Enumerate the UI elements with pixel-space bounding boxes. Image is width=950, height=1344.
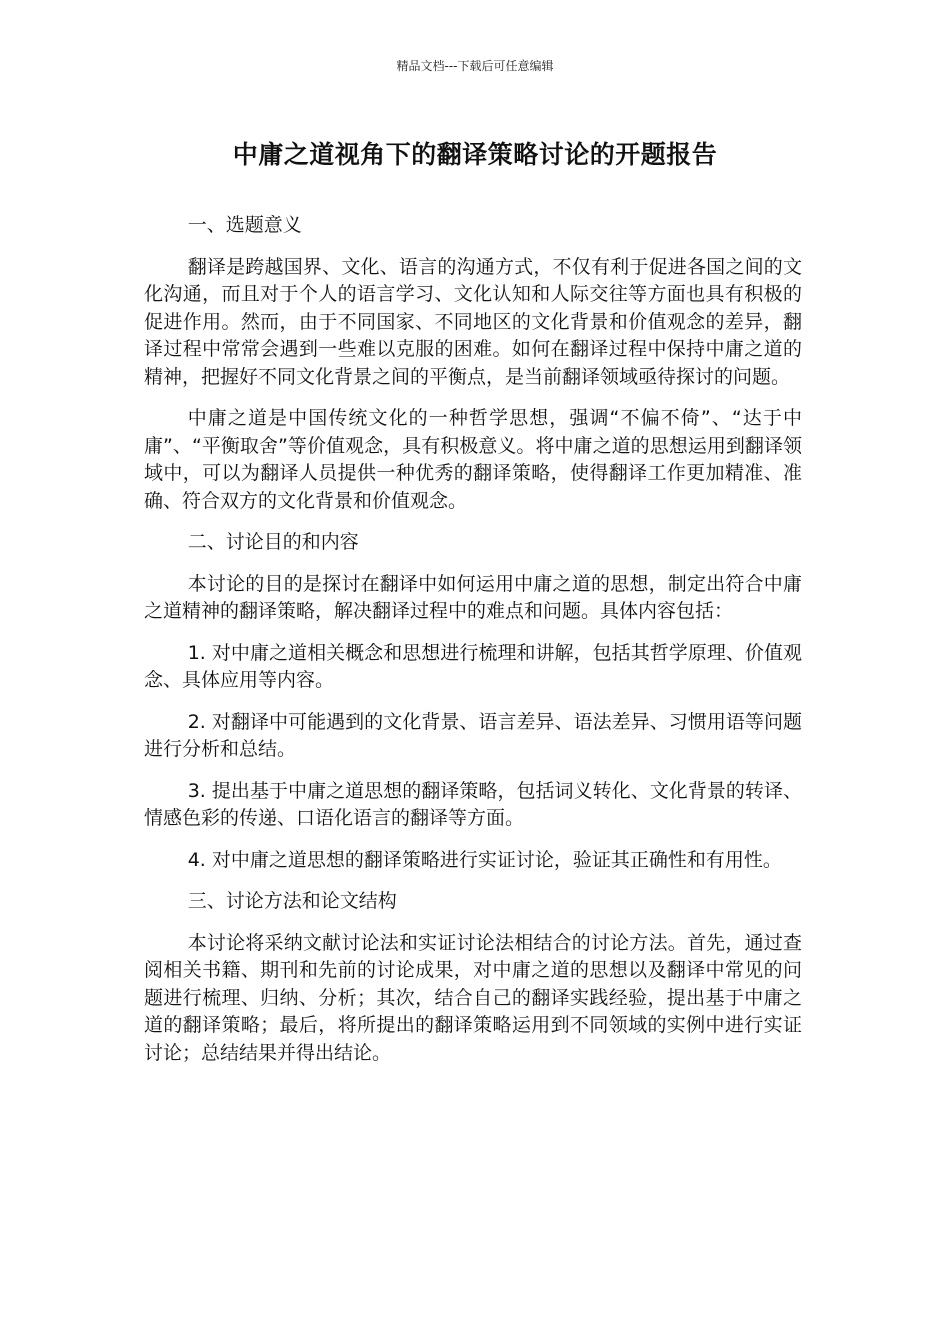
paragraph-significance-2: 中庸之道是中国传统文化的一种哲学思想，强调“不偏不倚”、“达于中庸”、“平衡取舍”等价值观念，具有积极意义。将中庸之道的思想运用到翻译领域中，可以为翻译人员提供一种优秀的翻译策略，使得翻译工作更加精准、准确、符合双方的文化背景和价值观念。 (144, 407, 802, 512)
paragraph-purpose-intro: 本讨论的目的是探讨在翻译中如何运用中庸之道的思想，制定出符合中庸之道精神的翻译策略，解决翻译过程中的难点和问题。具体内容包括： (144, 572, 802, 622)
list-item-4: 4. 对中庸之道思想的翻译策略进行实证讨论，验证其正确性和有用性。 (187, 848, 782, 871)
list-item-2: 2. 对翻译中可能遇到的文化背景、语言差异、语法差异、习惯用语等问题进行分析和总结。 (144, 710, 802, 760)
section-heading-methods: 三、讨论方法和论文结构 (187, 890, 397, 912)
document-body (144, 212, 802, 1081)
page-header: 精品文档---下载后可任意编辑 (396, 59, 554, 73)
list-item-3: 3. 提出基于中庸之道思想的翻译策略，包括词义转化、文化背景的转译、情感色彩的传递、口语化语言的翻译等方面。 (144, 779, 802, 829)
paragraph-significance-1: 翻译是跨越国界、文化、语言的沟通方式，不仅有利于促进各国之间的文化沟通，而且对于个人的语言学习、文化认知和人际交往等方面也具有积极的促进作用。然而，由于不同国家、不同地区的文化背景和价值观念的差异，翻译过程中常常会遇到一些难以克服的困难。如何在翻译过程中保持中庸之道的精神，把握好不同文化背景之间的平衡点，是当前翻译领域亟待探讨的问题。 (144, 255, 802, 388)
section-heading-purpose: 二、讨论目的和内容 (187, 531, 359, 553)
section-heading-significance: 一、选题意义 (187, 214, 302, 236)
document-title: 中庸之道视角下的翻译策略讨论的开题报告 (232, 140, 718, 169)
list-item-1: 1. 对中庸之道相关概念和思想进行梳理和讲解，包括其哲学原理、价值观念、具体应用等内容。 (144, 641, 802, 691)
paragraph-methods: 本讨论将采纳文献讨论法和实证讨论法相结合的讨论方法。首先，通过查阅相关书籍、期刊和先前的讨论成果，对中庸之道的思想以及翻译中常见的问题进行梳理、归纳、分析；其次，结合自己的翻译实践经验，提出基于中庸之道的翻译策略；最后，将所提出的翻译策略运用到不同领域的实例中进行实证讨论；总结结果并得出结论。 (144, 931, 802, 1064)
